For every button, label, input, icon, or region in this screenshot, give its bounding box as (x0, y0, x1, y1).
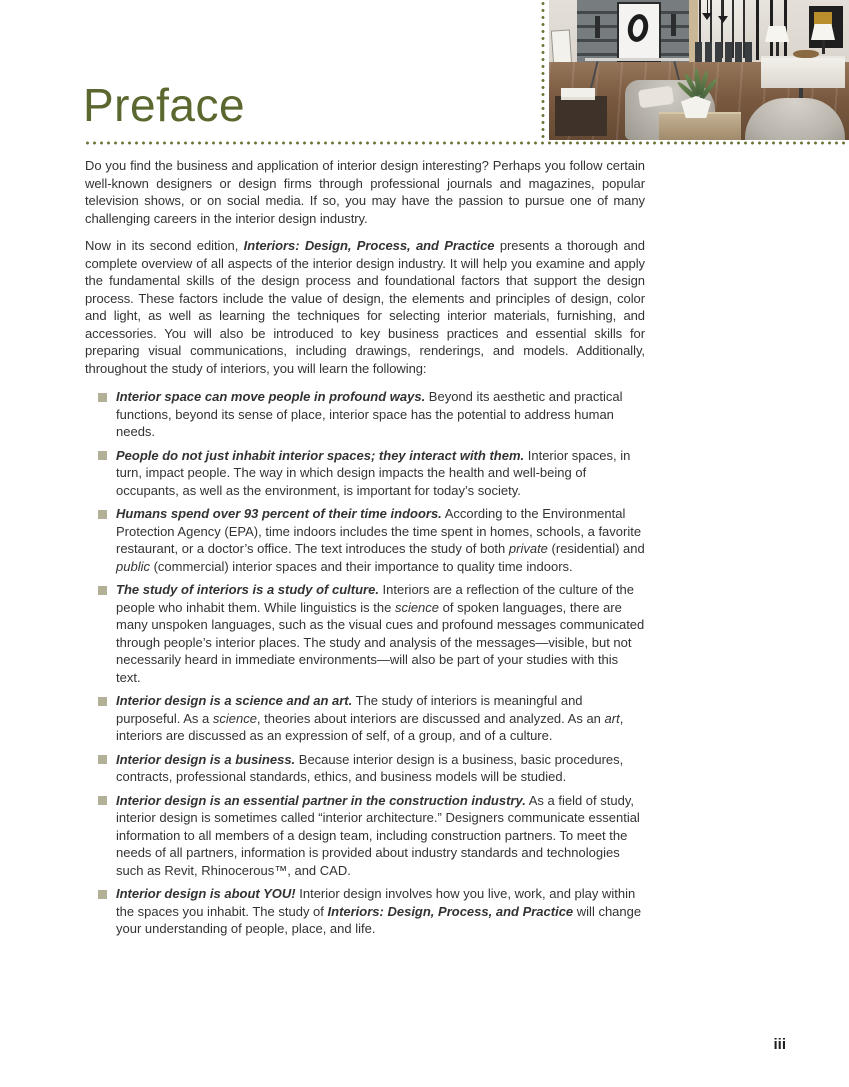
text-run: science (394, 599, 440, 615)
list-item (85, 885, 645, 938)
square-bullet-icon (98, 510, 107, 519)
text-run: will change your understanding of people, place, and life. (116, 903, 642, 936)
table-lamp (811, 24, 835, 40)
text-run: Because interior design is a business, basic procedures, contracts, professional standards, ethics, and business models will be studied. (116, 751, 624, 784)
text-run: of spoken languages, there are many unspoken languages, such as the visual cues and profound messages communicated through people’s interior places. The study and analysis of the messages—visible, but not necessarily heard in immediate environments—will also be part of your studies with this text. (116, 599, 645, 685)
paragraph (85, 157, 645, 227)
dotted-rule-vertical (541, 0, 545, 140)
text-run: Interior design is a business. (116, 751, 296, 767)
text-run: , theories about interiors are discussed and analyzed. As an (256, 710, 605, 726)
text-run: As a field of study, interior design is sometimes called “interior architecture.” Designers communicate essential information to all members of a design team, including construction partners. To meet the needs of all partners, information is provided about industry standards and technologies such as Revit, Rhinocerous™, and CAD. (116, 792, 640, 878)
key-points-list (85, 388, 645, 938)
text-run: Interior design is a science and an art. (116, 693, 353, 708)
square-bullet-icon (98, 393, 107, 402)
text-run: Interiors: Design, Process, and Practice (243, 238, 495, 253)
text-run: art (604, 710, 620, 726)
text-run: The study of interiors is meaningful and purposeful. As a (116, 693, 583, 726)
sofa-table (761, 56, 845, 88)
lamp-base (822, 40, 825, 54)
square-bullet-icon (98, 451, 107, 460)
list-item (85, 751, 645, 786)
intro-paragraphs (85, 157, 645, 377)
lamp-base (776, 42, 779, 56)
square-bullet-icon (98, 890, 107, 899)
text-run: Interior spaces, in turn, impact people. The way in which design impacts the health and well-being of occupants, as well as the environment, is important for today’s society. (116, 447, 631, 498)
square-bullet-icon (98, 755, 107, 764)
square-bullet-icon (98, 586, 107, 595)
text-run: Interior design is about YOU! (116, 886, 296, 901)
text-run: science (212, 710, 257, 726)
preface-body (85, 157, 645, 944)
text-run: The study of interiors is a study of culture. (116, 582, 379, 597)
text-run: (commercial) interior spaces and their importance to quality time indoors. (149, 558, 573, 574)
page-number: iii (773, 1036, 786, 1053)
wall-sconce (671, 14, 676, 36)
page-title: Preface (83, 79, 246, 131)
dining-chairs (695, 42, 755, 62)
wood-bowl (793, 50, 819, 58)
text-run: According to the Environmental Protection Agency (EPA), time indoors includes the time spent in homes, schools, a favorite restaurant, or a doctor’s office. The text introduces the study of both (116, 506, 642, 556)
table-lamp (765, 26, 789, 42)
abstract-ring-art (617, 2, 661, 62)
list-item (85, 792, 645, 880)
list-item (85, 581, 645, 686)
text-run: , interiors are discussed as an expression of self, of a group, and of a culture. (116, 710, 624, 743)
pendant-cord (723, 0, 724, 16)
ink-ring (625, 12, 650, 44)
text-run: People do not just inhabit interior spaces; they interact with them. (116, 447, 525, 463)
text-run: presents a thorough and complete overview of all aspects of the interior design industry. It will help you examine and apply the fundamental skills of the design process and foundational factors that support the design process. These factors include the value of design, the elements and principles of design, color and light, as well as learning the techniques for selecting interior materials, furnishing, and accessories. You will also be introduced to key business practices and essential skills for preparing visual communications, including drawings, renderings, and models. Additionally, throughout the study of interiors, you will learn the following: (85, 238, 645, 376)
list-item (85, 447, 645, 500)
text-run: Interiors: Design, Process, and Practice (327, 903, 574, 919)
list-item (85, 505, 645, 575)
text-run: Humans spend over 93 percent of their time indoors. (116, 506, 442, 521)
text-run: (residential) and (547, 541, 645, 556)
text-run: Beyond its aesthetic and practical functions, beyond its sense of place, interior space has the potential to address human needs. (116, 389, 623, 439)
text-run: public (116, 558, 150, 574)
text-run: Interior space can move people in profound ways. (116, 389, 426, 404)
square-bullet-icon (98, 796, 107, 805)
wall-sconce (595, 16, 600, 38)
pendant-cord (707, 0, 708, 13)
throw-pillow (638, 86, 674, 109)
dotted-rule-horizontal (84, 141, 849, 145)
text-run: private (508, 541, 548, 556)
text-run: Now in its second edition, (85, 238, 244, 253)
text-run: Interior design is an essential partner in the construction industry. (116, 792, 526, 808)
pendant-light (702, 13, 712, 20)
text-run: Do you find the business and application of interior design interesting? Perhaps you follow certain well-known designers or design firms through professional journals and magazines, popular television shows, or on social media. If so, you may have the passion to pursue one of many challenging careers in the interior design industry. (85, 158, 645, 226)
interior-room-photo (549, 0, 849, 140)
book-stack (561, 88, 595, 97)
side-table (555, 96, 607, 136)
list-item (85, 692, 645, 745)
square-bullet-icon (98, 697, 107, 706)
text-run: Interior design involves how you live, work, and play within the spaces you inhabit. The study of (116, 886, 636, 919)
pendant-light (718, 16, 728, 23)
paragraph (85, 237, 645, 377)
text-run: Interiors are a reflection of the culture of the people who inhabit them. While linguistics is the (116, 582, 635, 615)
list-item (85, 388, 645, 441)
